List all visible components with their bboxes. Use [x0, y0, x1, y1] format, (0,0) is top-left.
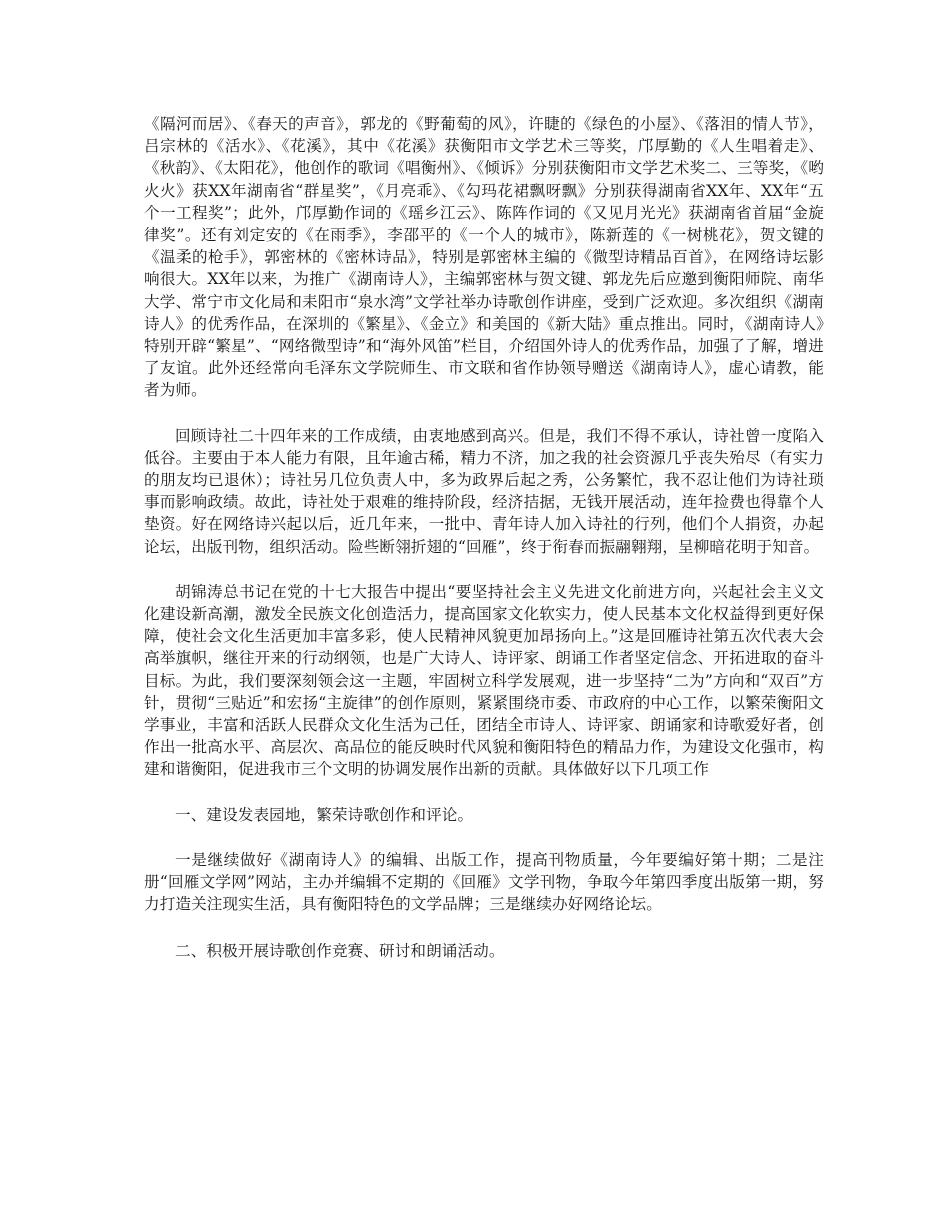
- section-heading-1: 一、建设发表园地，繁荣诗歌创作和评论。: [175, 805, 474, 824]
- paragraph-goals: 胡锦涛总书记在党的十七大报告中提出“要坚持社会主义先进文化前进方向，兴起社会主义文化建设新高潮，激发全民族文化创造活力，提高国家文化软实力，使人民基本文化权益得到更好保障，使社会文化生活更加丰富多彩，使人民精神风貌更加昂扬向上。”这是回雁诗社第五次代表大会高举旗帜，继往开来的行动纲领，也是广大诗人、诗评家、朗诵工作者坚定信念、开拓进取的奋斗目标。为此，我们要深刻领会这一主题，牢固树立科学发展观，进一步坚持“二为”方向和“双百”方针，贯彻“三贴近”和宏扬“主旋律”的创作原则，紧紧围绕市委、市政府的中心工作，以繁荣衡阳文学事业，丰富和活跃人民群众文化生活为己任，团结全市诗人、诗评家、朗诵家和诗歌爱好者，创作出一批高水平、高层次、高品位的能反映时代风貌和衡阳特色的精品力作，为建设文化强市，构建和谐衡阳，促进我市三个文明的协调发展作出新的贡献。具体做好以下几项工作: [144, 582, 824, 779]
- paragraph-review: 回顾诗社二十四年来的工作成绩，由衷地感到高兴。但是，我们不得不承认，诗社曾一度陷入低谷。主要由于本人能力有限，且年逾古稀，精力不济，加之我的社会资源几乎丧失殆尽（有实力的朋友均已退休）；诗社另几位负责人中，多为政界后起之秀，公务繁忙，我不忍让他们为诗社琐事而影响政绩。故此，诗社处于艰难的维持阶段，经济拮据，无钱开展活动，连年捡费也得靠个人垫资。好在网络诗兴起以后，近几年来，一批中、青年诗人加入诗社的行列，他们个人捐资，办起论坛，出版刊物，组织活动。险些断翎折翅的“回雁”，终于衔春而振翮翱翔，呈柳暗花明于知音。: [144, 426, 824, 556]
- paragraph-works-and-awards: 《隔河而居》、《春天的声音》，郭龙的《野葡萄的风》，许睫的《绿色的小屋》、《落泪的情人节》，吕宗林的《活水》、《花溪》，其中《花溪》获衡阳市文学艺术三等奖，邝厚勤的《人生唱着走》、《秋韵》、《太阳花》，他创作的歌词《唱衡州》、《倾诉》分别获衡阳市文学艺术奖二、三等奖，《哟火火》获XX年湖南省“群星奖”，《月亮乖》、《勾玛花裙飘呀飘》分别获得湖南省XX年、XX年“五个一工程奖”；此外，邝厚勤作词的《瑶乡江云》、陈阵作词的《又见月光光》获湖南省首届“金旋律奖”。还有刘定安的《在雨季》，李邵平的《一个人的城市》，陈新莲的《一树桃花》，贺文键的《温柔的枪手》，郭密林的《密林诗品》，特别是郭密林主编的《微型诗精品百首》，在网络诗坛影响很大。XX年以来，为推广《湖南诗人》，主编郭密林与贺文键、郭龙先后应邀到衡阳师院、南华大学、常宁市文化局和耒阳市“泉水湾”文学社举办诗歌创作讲座，受到广泛欢迎。多次组织《湖南诗人》的优秀作品，在深圳的《繁星》、《金立》和美国的《新大陆》重点推出。同时，《湖南诗人》特别开辟“繁星”、“网络微型诗”和“海外风笛”栏目，介绍国外诗人的优秀作品，加强了了解，增进了友谊。此外还经常向毛泽东文学院师生、市文联和省作协领导赠送《湖南诗人》，虚心请教，能者为师。: [144, 115, 824, 400]
- section-heading-2: 二、积极开展诗歌创作竞赛、研讨和朗诵活动。: [175, 941, 505, 960]
- paragraph-section-1-detail: 一是继续做好《湖南诗人》的编辑、出版工作，提高刊物质量，今年要编好第十期；二是注册“回雁文学网”网站，主办并编辑不定期的《回雁》文学刊物，争取今年第四季度出版第一期，努力打造关注现实生活，具有衡阳特色的文学品牌；三是继续办好网络论坛。: [144, 850, 824, 914]
- document-body: [144, 113, 824, 962]
